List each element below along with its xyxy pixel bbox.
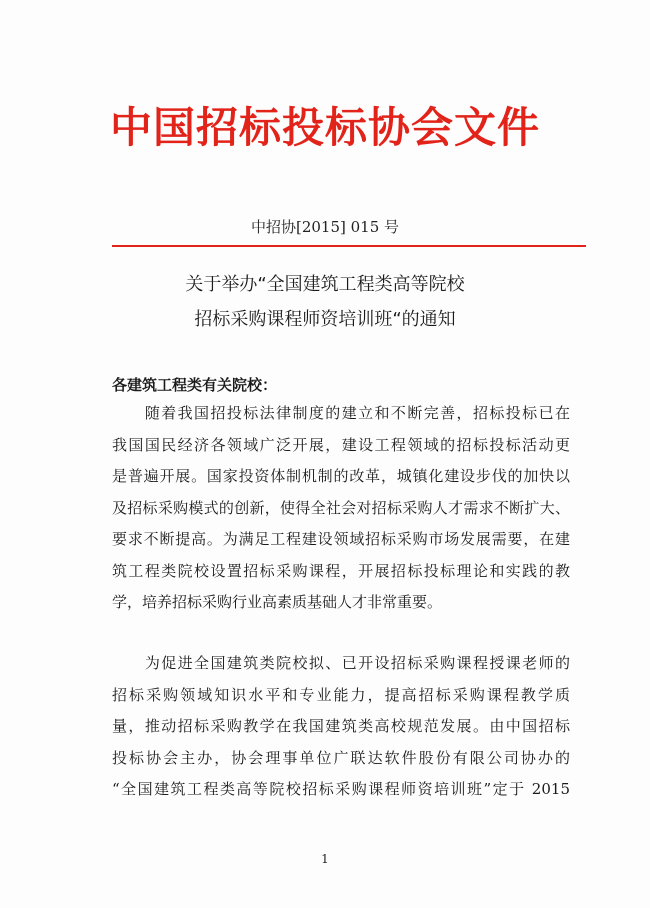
body-paragraph-1	[112, 398, 570, 619]
red-divider-line	[112, 245, 586, 247]
salutation: 各建筑工程类有关院校：	[112, 376, 278, 394]
paragraph-line: 随着我国招投标法律制度的建立和不断完善，招标投标已在	[112, 404, 570, 422]
paragraph-line: 筑工程类院校设置招标采购课程，开展招标投标理论和实践的教	[112, 561, 570, 580]
paragraph-line: 量，推动招标采购教学在我国建筑类高校规范发展。由中国招标	[112, 717, 570, 735]
paragraph-line: 是普遍开展。国家投资体制机制的改革，城镇化建设步伐的加快以	[112, 467, 570, 485]
org-masthead-title: 中国招标投标协会文件	[109, 103, 540, 152]
notice-title-line-1: 关于举办“全国建筑工程类高等院校	[185, 274, 465, 295]
notice-title-line-2: 招标采购课程师资培训班“的通知	[194, 309, 456, 330]
paragraph-line: 我国国民经济各领域广泛开展，建设工程领域的招标投标活动更	[112, 435, 570, 454]
paragraph-line: 投标协会主办，协会理事单位广联达软件股份有限公司协办的	[112, 748, 570, 767]
paragraph-line: 招标采购领域知识水平和专业能力，提高招标采购课程教学质	[112, 685, 570, 704]
paragraph-line: 要求不断提高。为满足工程建设领域招标采购市场发展需要，在建	[112, 530, 570, 548]
paragraph-line: 学，培养招标采购行业高素质基础人才非常重要。	[112, 593, 443, 611]
paragraph-line: 为促进全国建筑类院校拟、已开设招标采购课程授课老师的	[112, 654, 570, 672]
body-paragraph-2	[112, 648, 570, 806]
paragraph-line: “全国建筑工程类高等院校招标采购课程师资培训班”定于 2015	[112, 780, 570, 798]
page-number: 1	[321, 852, 329, 866]
document-number: 中招协[2015] 015 号	[250, 218, 400, 236]
paragraph-line: 及招标采购模式的创新，使得全社会对招标采购人才需求不断扩大、	[112, 498, 570, 517]
